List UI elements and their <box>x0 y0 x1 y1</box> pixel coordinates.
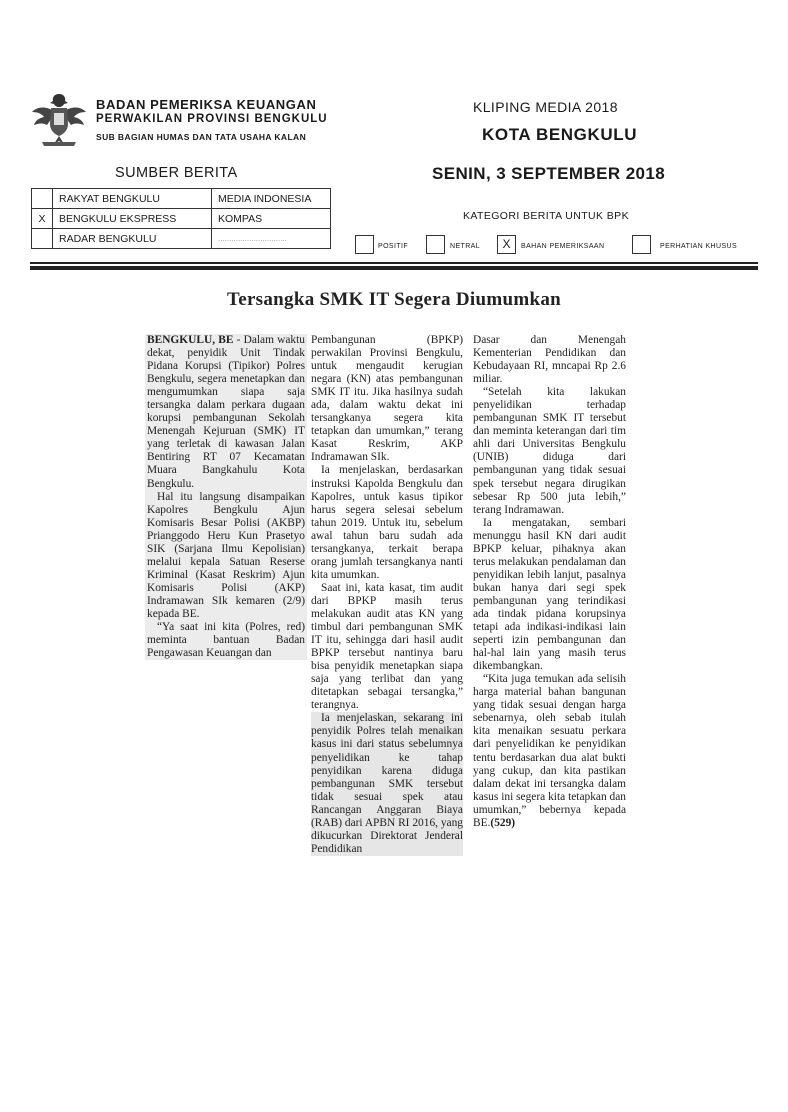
article-dateline: BENGKULU, BE <box>147 334 234 346</box>
article-paragraph: Ia menjelaskan, sekarang ini penyidik Polres telah menaikan kasus ini dari status sebelumnya penyelidikan ke tahap penyidikan karena diduga pembangunan SMK tersebut tidak sesuai spek atau Rancangan Anggaran Biaya (RAB) dari APBN RI 2016, yang dikucurkan Direktorat Jenderal Pendidikan <box>311 712 463 855</box>
article-paragraph: Ia mengatakan, sembari menunggu hasil KN dari audit BPKP keluar, pihaknya akan terus melakukan pendalaman dan penyidikan lebih lanjut, pasalnya bukan hanya dari segi spek pembangunan yang terindikasi ada tindak pidana korupsinya tetapi ada indikasi-indikasi lain seperti izin pembangunan dan hal-hal lain yang masih terus dikembangkan. <box>473 516 626 673</box>
article-paragraph: Hal itu langsung disampaikan Kapolres Bengkulu Ajun Komisaris Besar Polisi (AKBP) Prianggodo Heru Kun Prasetyo SIK (Sarjana Ilmu Kepolisian) melalui kepala Satuan Reserse Kriminal (Kasat Reskrim) Ajun Komisaris Polisi (AKP) Indramawan SIk kemaren (2/9) kepada BE. <box>147 490 305 620</box>
category-checkbox-positif <box>355 235 374 254</box>
article-paragraph: Dasar dan Menengah Kementerian Pendidikan dan Kebudayaan RI, mncapai Rp 2.6 miliar. <box>473 334 626 386</box>
org-name: BADAN PEMERIKSA KEUANGAN <box>96 97 317 112</box>
article-paragraph: Ia menjelaskan, berdasarkan instruksi Kapolda Bengkulu dan Kapolres, untuk kasus tipikor harus segera selesai sebelum tahun 2019. Untuk itu, sebelum awal tahun baru sudah ada tersangkanya, terkait berapa orang jumlah tersangkanya nanti kita umumkan. <box>311 464 463 581</box>
org-branch: PERWAKILAN PROVINSI BENGKULU <box>96 113 328 125</box>
source-row <box>32 209 331 229</box>
article-column-2 <box>311 334 463 856</box>
category-label: POSITIF <box>378 243 409 250</box>
source-name: RAKYAT BENGKULU <box>53 189 212 209</box>
category-label: BAHAN PEMERIKSAAN <box>521 243 605 250</box>
category-title: KATEGORI BERITA UNTUK BPK <box>463 210 629 222</box>
article-paragraph: BENGKULU, BE - Dalam waktu dekat, penyidik Unit Tindak Pidana Korupsi (Tipikor) Polres Bengkulu, segera menetapkan dan mengumumkan siapa saja tersangka dalam perkara dugaan korupsi pembangunan Sekolah Menengah Kejuruan (SMK) IT yang terletak di kawasan Jalan Bentiring RT 07 Kecamatan Muara Bangkahulu Kota Bengkulu. <box>147 334 305 490</box>
source-name: KOMPAS <box>212 209 331 229</box>
article-code: (529) <box>490 816 516 829</box>
garuda-emblem-icon <box>30 88 88 150</box>
source-check-mark <box>32 189 53 209</box>
category-label: NETRAL <box>450 243 481 250</box>
source-name: BENGKULU EKSPRESS <box>53 209 212 229</box>
article-paragraph: “Setelah kita lakukan penyelidikan terhadap pembangunan SMK IT tersebut dan meminta keterangan dari tim ahli dari Universitas Bengkulu (UNIB) diduga dari pembangunan yang tidak sesuai spek tersebut negara dirugikan sebesar Rp 500 juta lebih,” terang Indramawan. <box>473 386 626 516</box>
source-name: RADAR BENGKULU <box>53 229 212 249</box>
source-check-mark: X <box>32 209 53 229</box>
category-checkbox-netral <box>426 235 445 254</box>
article-paragraph: “Ya saat ini kita (Polres, red) meminta bantuan Badan Pengawasan Keuangan dan <box>147 621 305 660</box>
article-paragraph: “Kita juga temukan ada selisih harga material bahan bangunan yang tidak sesuai dengan harga sebenarnya, oleh sebab itulah kita menaikan sesuatu perkara dari penyelidikan ke penyidikan tentu berdasarkan dua alat bukti yang cukup, dan kita pastikan dalam dekat ini tersangka dalam kasus ini segera kita tetapkan dan umumkan,” bebernya kepada BE.(529) <box>473 673 626 829</box>
publication-date: SENIN, 3 SEPTEMBER 2018 <box>432 164 666 183</box>
source-name: MEDIA INDONESIA <box>212 189 331 209</box>
article-paragraph: Saat ini, kata kasat, tim audit dari BPKP masih terus melakukan audit atas KN yang timbul dari pembangunan SMK IT itu, sehingga dari hasil audit BPKP tersebut nantinya baru bisa penyidik menetapkan siapa saja yang terlibat dan yang ditetapkan sebagai tersangka,” terangnya. <box>311 581 463 712</box>
header-divider <box>30 266 758 270</box>
source-name-blank: ............................... <box>212 229 331 249</box>
source-section-title: SUMBER BERITA <box>115 165 238 181</box>
article-column-3 <box>473 334 626 830</box>
kliping-title: KLIPING MEDIA 2018 <box>473 99 618 115</box>
article-paragraph: Pembangunan (BPKP) perwakilan Provinsi Bengkulu, untuk mengaudit kerugian negara (KN) atas pembangunan SMK IT itu. Jika hasilnya sudah ada, dalam waktu dekat ini tersangkanya segera kita tetapkan dan umumkan,” terang Kasat Reskrim, AKP Indramawan SIk. <box>311 334 463 464</box>
category-checkbox-perhatian-khusus <box>632 235 651 254</box>
header-divider <box>30 262 758 264</box>
source-check-mark <box>32 229 53 249</box>
category-checkbox-bahan-pemeriksaan: X <box>497 235 516 254</box>
article-column-1 <box>145 334 307 660</box>
source-row <box>32 229 331 249</box>
category-label: PERHATIAN KHUSUS <box>660 243 738 250</box>
article-headline: Tersangka SMK IT Segera Diumumkan <box>226 289 561 310</box>
source-row <box>32 189 331 209</box>
org-subsection: SUB BAGIAN HUMAS DAN TATA USAHA KALAN <box>96 132 307 142</box>
news-source-table <box>31 188 331 249</box>
city-title: KOTA BENGKULU <box>482 125 638 144</box>
